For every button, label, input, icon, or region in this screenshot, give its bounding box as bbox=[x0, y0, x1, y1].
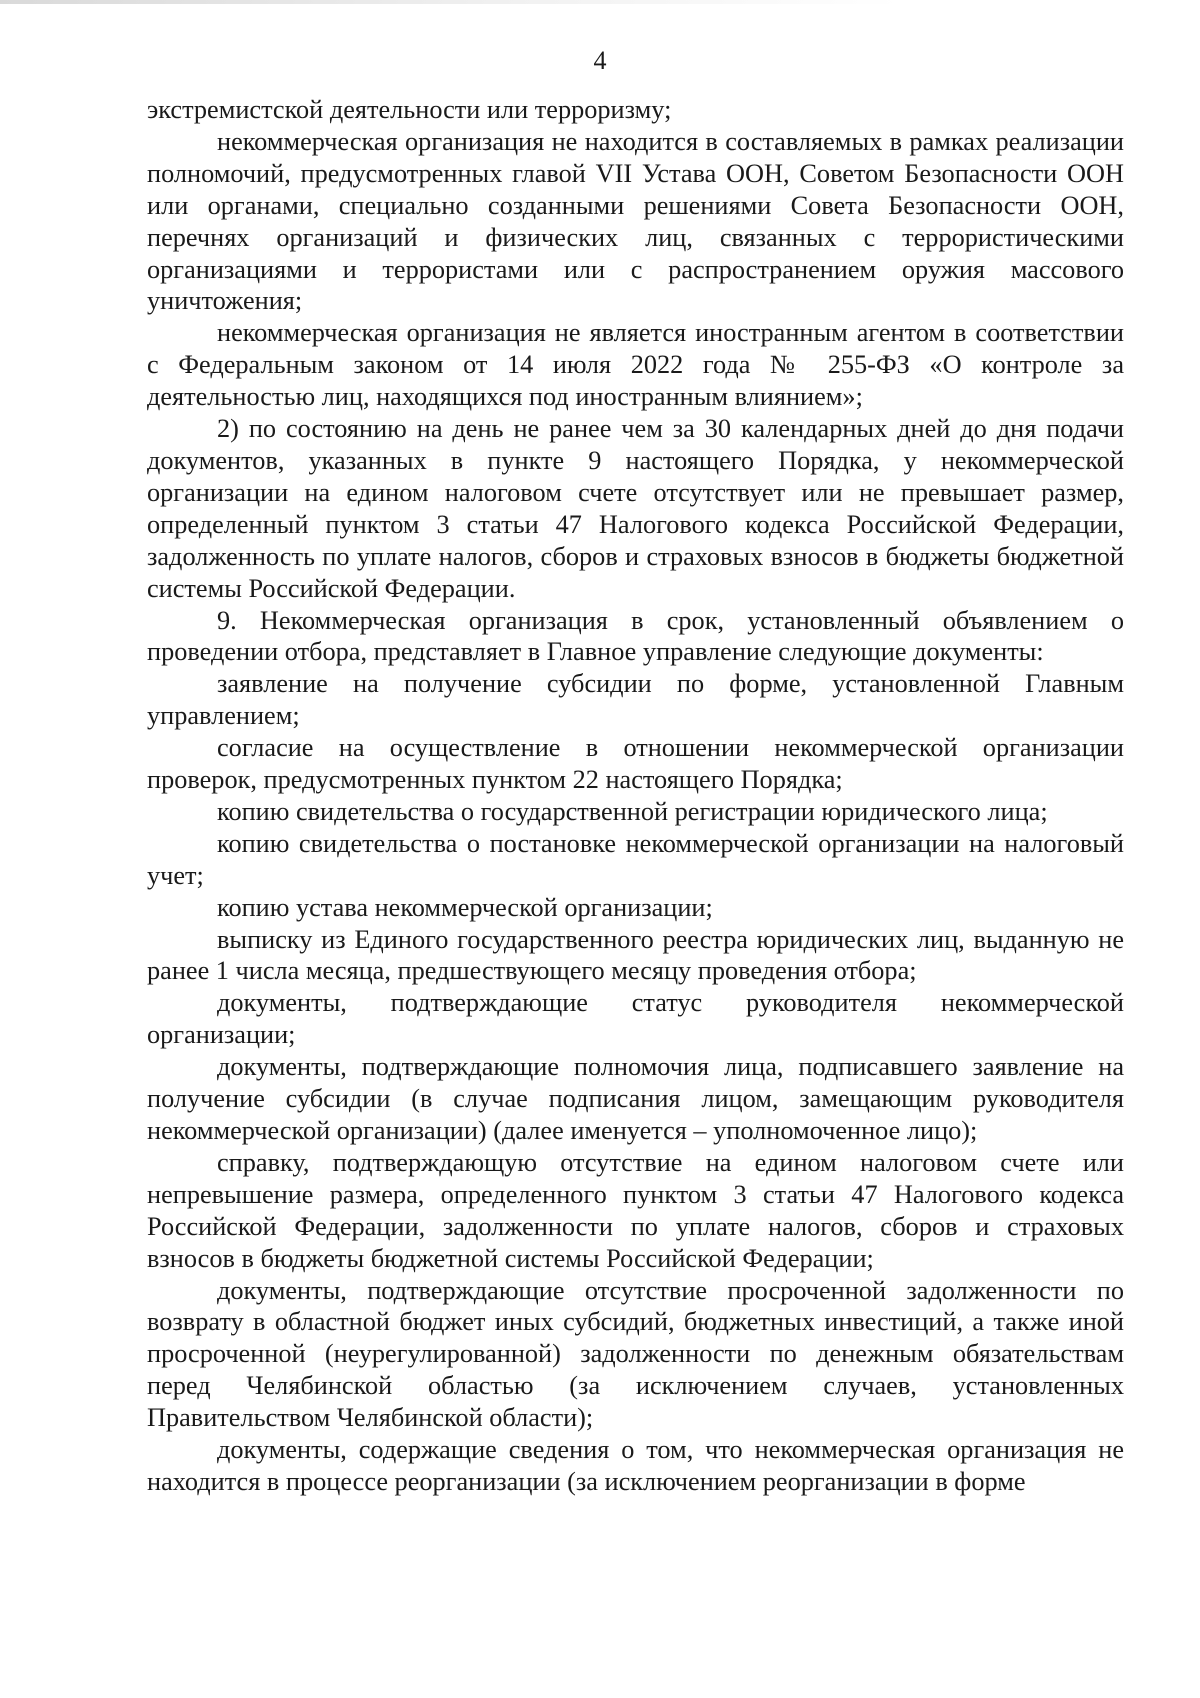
list-item-consent: согласие на осуществление в отношении некоммерческой организации проверок, предусмотренных пунктом 22 настоящего Порядка; bbox=[147, 733, 1124, 795]
list-item-no-overdue-debt: документы, подтверждающие отсутствие просроченной задолженности по возврату в областной бюджет иных субсидий, бюджетных инвестиций, а также иной просроченной (неурегулированной) задолженности по денежным обязательствам перед Челябинской областью (за исключением случаев, установленных Правительством Челябинской области); bbox=[147, 1275, 1124, 1433]
list-item-charter: копию устава некоммерческой организации; bbox=[217, 892, 713, 922]
list-item-authority: документы, подтверждающие полномочия лица, подписавшего заявление на получение субсидии (в случае подписания лицом, замещающим руководителя некоммерческой организации) (далее именуется – уполномоченное лицо); bbox=[147, 1052, 1124, 1145]
list-item-tax-reference: справку, подтверждающую отсутствие на едином налоговом счете или непревышение размера, определенного пунктом 3 статьи 47 Налогового кодекса Российской Федерации, задолженности по уплате налогов, сборов и страховых взносов в бюджеты бюджетной системы Российской Федерации; bbox=[147, 1147, 1124, 1273]
list-item-registry-extract: выписку из Единого государственного реестра юридических лиц, выданную не ранее 1 числа месяца, предшествующего месяцу проведения отбора; bbox=[147, 924, 1124, 986]
scan-edge bbox=[0, 0, 900, 4]
paragraph-tax-debt: 2) по состоянию на день не ранее чем за 30 календарных дней до дня подачи документов, указанных в пункте 9 настоящего Порядка, у некоммерческой организации на едином налоговом счете отсутствует или не превышает размер, определенный пунктом 3 статьи 47 Налогового кодекса Российской Федерации, задолженность по уплате налогов, сборов и страховых взносов в бюджеты бюджетной системы Российской Федерации. bbox=[147, 414, 1124, 603]
list-item-application: заявление на получение субсидии по форме, установленной Главным управлением; bbox=[147, 669, 1124, 731]
list-item-reorganization: документы, содержащие сведения о том, что некоммерческая организация не находится в процессе реорганизации (за исключением реорганизации в форме bbox=[147, 1435, 1124, 1496]
list-item-registration-certificate: копию свидетельства о государственной регистрации юридического лица; bbox=[217, 796, 1048, 826]
paragraph-continuation: экстремистской деятельности или терроризму; bbox=[147, 95, 672, 124]
paragraph-foreign-agent: некоммерческая организация не является иностранным агентом в соответствии с Федеральным законом от 14 июля 2022 года № 255-ФЗ «О контроле за деятельностью лиц, находящихся под иностранным влиянием»; bbox=[147, 318, 1124, 412]
paragraph-un-lists: некоммерческая организация не находится в составляемых в рамках реализации полномочий, предусмотренных главой VII Устава ООН, Советом Безопасности ООН или органами, специально созданными решениями Совета Безопасности ООН, перечнях организаций и физических лиц, связанных с террористическими организациями и террористами или с распространением оружия массового уничтожения; bbox=[147, 126, 1124, 316]
page-number: 4 bbox=[593, 46, 607, 75]
document-body bbox=[147, 94, 1124, 1498]
list-item-tax-certificate: копию свидетельства о постановке некоммерческой организации на налоговый учет; bbox=[147, 828, 1124, 890]
paragraph-item-9: 9. Некоммерческая организация в срок, установленный объявлением о проведении отбора, представляет в Главное управление следующие документы: bbox=[147, 605, 1124, 667]
list-item-head-status: документы, подтверждающие статус руководителя некоммерческой организации; bbox=[147, 988, 1124, 1050]
